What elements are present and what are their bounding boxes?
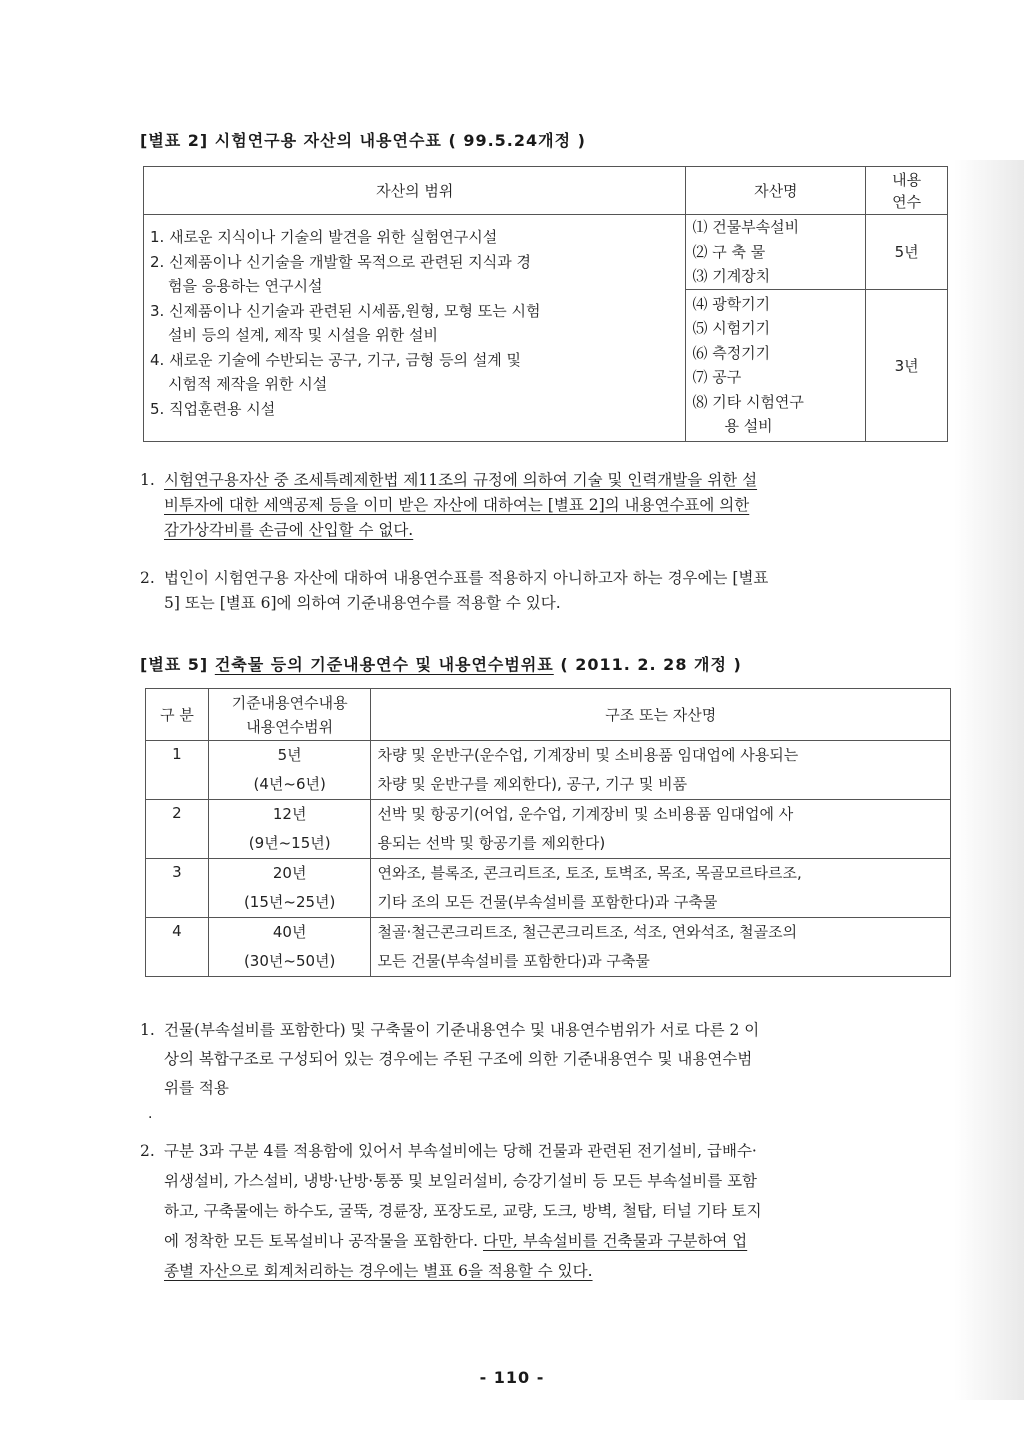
row-desc-line: 모든 건물(부속설비를 포함한다)과 구축물 <box>377 952 650 970</box>
asset-item: ⑷ 광학기기 <box>692 294 771 313</box>
table2-scope-cell <box>144 215 686 442</box>
table5-note-2 <box>140 1136 955 1286</box>
table5-title <box>140 652 742 675</box>
table-row <box>146 741 951 800</box>
asset-item: 용 설비 <box>724 417 773 435</box>
row-life-range: (4년~6년) <box>253 775 326 793</box>
row-base-life: 40년 <box>272 923 307 941</box>
asset-item: ⑹ 측정기기 <box>692 343 771 362</box>
page-number: - 110 - <box>479 1368 545 1387</box>
table2 <box>143 166 948 442</box>
table2-header-scope: 자산의 범위 <box>144 167 686 215</box>
table5-title-suffix: ( 2011. 2. 28 개정 ) <box>553 655 742 674</box>
table5-header-div: 구 분 <box>146 689 209 741</box>
note-line: 건물(부속설비를 포함한다) 및 구축물이 기준내용연수 및 내용연수범위가 서로 다른 2 이 <box>164 1021 760 1039</box>
table-row <box>146 918 951 977</box>
note-line-plain: 에 정착한 모든 토목설비나 공작물을 포함한다. <box>164 1232 483 1250</box>
scope-line: 2. 신제품이나 신기술을 개발할 목적으로 관련된 지식과 경 <box>150 252 531 271</box>
note-line: 종별 자산으로 회계처리하는 경우에는 별표 6을 적용할 수 있다. <box>164 1262 593 1280</box>
table5-note-1 <box>140 1016 955 1103</box>
note-number: 2. <box>140 1142 155 1160</box>
note-line: 법인이 시험연구용 자산에 대하여 내용연수표를 적용하지 아니하고자 하는 경우에는 [별표 <box>164 569 769 587</box>
note-line: 구분 3과 구분 4를 적용함에 있어서 부속설비에는 당해 건물과 관련된 전기설비, 급배수· <box>164 1142 757 1160</box>
note-line: 상의 복합구조로 구성되어 있는 경우에는 주된 구조에 의한 기준내용연수 및 내용연수범 <box>164 1050 753 1068</box>
note-line: 시험연구용자산 중 조세특례제한법 제11조의 규정에 의하여 기술 및 인력개발을 위한 설 <box>164 471 758 489</box>
row-div: 3 <box>146 859 209 918</box>
row-desc <box>371 918 951 977</box>
stray-mark: . <box>148 1106 153 1122</box>
row-life-range: (30년~50년) <box>243 952 336 970</box>
note-row <box>140 468 955 543</box>
scope-line: 5. 직업훈련용 시설 <box>150 399 276 418</box>
table5-header-life-line1: 기준내용연수내용 <box>231 693 348 712</box>
row-desc-line: 철골·철근콘크리트조, 철근콘크리트조, 석조, 연와석조, 철골조의 <box>377 923 798 941</box>
asset-item: ⑻ 기타 시험연구 <box>692 392 804 411</box>
row-desc <box>371 859 951 918</box>
table2-group2-assets <box>686 289 866 441</box>
note-row <box>140 1136 955 1286</box>
table5-title-prefix: [별표 5] <box>140 655 215 674</box>
note-row <box>140 566 955 616</box>
row-base-life: 12년 <box>272 805 307 823</box>
row-div: 4 <box>146 918 209 977</box>
note-line: 5] 또는 [별표 6]에 의하여 기준내용연수를 적용할 수 있다. <box>164 594 561 612</box>
table5-title-main: 건축물 등의 기준내용연수 및 내용연수범위표 <box>214 655 554 674</box>
table2-group1-life: 5년 <box>866 215 948 290</box>
table2-header-life <box>866 167 948 215</box>
note-line <box>164 1226 955 1256</box>
row-desc-line: 차량 및 운반구(운수업, 기계장비 및 소비용품 임대업에 사용되는 <box>377 746 799 764</box>
note-number: 1. <box>140 471 155 489</box>
note-line: 하고, 구축물에는 하수도, 굴뚝, 경륜장, 포장도로, 교량, 도크, 방벽, 철탑, 터널 기타 토지 <box>164 1202 762 1220</box>
row-div: 2 <box>146 800 209 859</box>
row-life <box>208 918 371 977</box>
table5-header-life <box>208 689 371 741</box>
asset-item: ⑶ 기계장치 <box>692 267 771 285</box>
row-div: 1 <box>146 741 209 800</box>
row-base-life: 5년 <box>277 746 302 764</box>
scope-line: 험을 응용하는 연구시설 <box>168 277 323 295</box>
scope-line: 3. 신제품이나 신기술과 관련된 시세품,원형, 모형 또는 시험 <box>150 301 541 320</box>
row-desc-line: 차량 및 운반구를 제외한다), 공구, 기구 및 비품 <box>377 775 688 793</box>
note-line: 위를 적용 <box>164 1079 229 1097</box>
note-line: 감가상각비를 손금에 산입할 수 없다. <box>164 521 414 539</box>
row-desc <box>371 800 951 859</box>
table2-header-life-line1: 내용 <box>892 170 922 189</box>
table2-header-asset: 자산명 <box>686 167 866 215</box>
row-desc-line: 선박 및 항공기(어업, 운수업, 기계장비 및 소비용품 임대업에 사 <box>377 805 794 823</box>
note-line-underlined: 다만, 부속설비를 건축물과 구분하여 업 <box>482 1232 748 1250</box>
table-row <box>146 859 951 918</box>
row-life-range: (15년~25년) <box>243 893 336 911</box>
table2-note-1 <box>140 468 955 543</box>
table2-title: [별표 2] 시험연구용 자산의 내용연수표 ( 99.5.24개정 ) <box>140 131 586 150</box>
scope-line: 4. 새로운 기술에 수반되는 공구, 기구, 금형 등의 설계 및 <box>150 350 522 369</box>
asset-item: ⑵ 구 축 물 <box>692 242 766 261</box>
scan-shadow <box>954 160 1024 1400</box>
scope-line: 설비 등의 설계, 제작 및 시설을 위한 설비 <box>168 326 438 344</box>
table5 <box>145 688 951 977</box>
table2-header-life-line2: 연수 <box>892 192 922 211</box>
scope-line: 1. 새로운 지식이나 기술의 발견을 위한 실험연구시설 <box>150 228 498 246</box>
table-row <box>146 800 951 859</box>
asset-item: ⑸ 시험기기 <box>692 319 771 337</box>
table5-header-life-line2: 내용연수범위 <box>246 717 334 736</box>
table2-group1-assets <box>686 215 866 290</box>
row-life-range: (9년~15년) <box>248 834 331 852</box>
table2-group2-life: 3년 <box>866 289 948 441</box>
note-number: 1. <box>140 1021 155 1039</box>
note-line: 비투자에 대한 세액공제 등을 이미 받은 자산에 대하여는 [별표 2]의 내용연수표에 의한 <box>164 496 750 514</box>
table5-header-structure: 구조 또는 자산명 <box>371 689 951 741</box>
scope-line: 시험적 제작을 위한 시설 <box>168 375 328 393</box>
asset-item: ⑴ 건물부속설비 <box>692 218 800 236</box>
note-row <box>140 1016 955 1103</box>
row-desc-line: 연와조, 블록조, 콘크리트조, 토조, 토벽조, 목조, 목골모르타르조, <box>377 864 802 882</box>
note-number: 2. <box>140 569 155 587</box>
row-base-life: 20년 <box>272 864 307 882</box>
asset-item: ⑺ 공구 <box>692 368 742 386</box>
table2-note-2 <box>140 566 955 616</box>
row-life <box>208 800 371 859</box>
row-desc-line: 기타 조의 모든 건물(부속설비를 포함한다)과 구축물 <box>377 893 718 911</box>
note-line: 위생설비, 가스설비, 냉방·난방·통풍 및 보일러설비, 승강기설비 등 모든 부속설비를 포함 <box>164 1172 758 1190</box>
row-desc <box>371 741 951 800</box>
row-desc-line: 용되는 선박 및 항공기를 제외한다) <box>377 834 606 852</box>
row-life <box>208 859 371 918</box>
row-life <box>208 741 371 800</box>
